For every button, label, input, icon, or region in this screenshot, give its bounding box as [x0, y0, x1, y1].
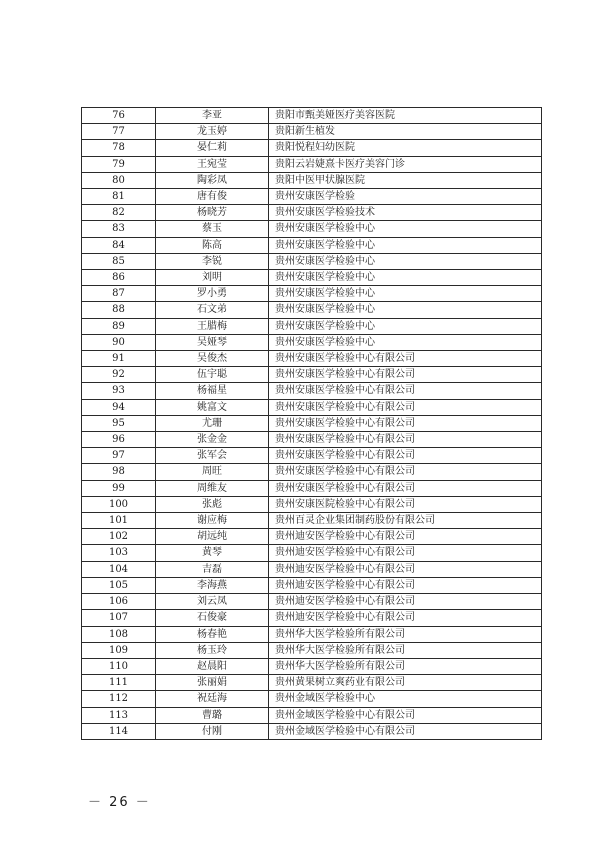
- person-name: 李海燕: [156, 577, 269, 593]
- person-name: 胡远纯: [156, 529, 269, 545]
- table-row: [82, 626, 542, 642]
- table-row: [82, 367, 542, 383]
- organization-name: 贵州安康医学检验中心有限公司: [269, 480, 542, 496]
- row-number: 98: [82, 464, 156, 480]
- person-name: 周旺: [156, 464, 269, 480]
- organization-name: 贵州华大医学检验所有限公司: [269, 626, 542, 642]
- organization-name: 贵州金域医学检验中心: [269, 691, 542, 707]
- table-row: [82, 642, 542, 658]
- person-name: 王宛莹: [156, 156, 269, 172]
- table-row: [82, 189, 542, 205]
- organization-name: 贵州安康医学检验中心: [269, 221, 542, 237]
- person-name: 罗小勇: [156, 286, 269, 302]
- organization-name: 贵州安康医学检验中心有限公司: [269, 464, 542, 480]
- table-row: [82, 172, 542, 188]
- table-row: [82, 691, 542, 707]
- person-name: 张丽娟: [156, 675, 269, 691]
- row-number: 114: [82, 723, 156, 739]
- table-row: [82, 561, 542, 577]
- person-name: 刘明: [156, 270, 269, 286]
- table-row: [82, 237, 542, 253]
- person-name: 李亚: [156, 108, 269, 124]
- row-number: 93: [82, 383, 156, 399]
- table-row: [82, 594, 542, 610]
- organization-name: 贵州安康医学检验中心: [269, 270, 542, 286]
- roster-table-body: [82, 108, 542, 740]
- row-number: 94: [82, 399, 156, 415]
- person-name: 赵晨阳: [156, 658, 269, 674]
- person-name: 张彪: [156, 496, 269, 512]
- row-number: 95: [82, 415, 156, 431]
- person-name: 张军会: [156, 448, 269, 464]
- organization-name: 贵州安康医学检验中心: [269, 286, 542, 302]
- organization-name: 贵州安康医学检验技术: [269, 205, 542, 221]
- row-number: 87: [82, 286, 156, 302]
- person-name: 杨晓芳: [156, 205, 269, 221]
- organization-name: 贵州安康医学检验中心有限公司: [269, 351, 542, 367]
- person-name: 蔡玉: [156, 221, 269, 237]
- person-name: 尤珊: [156, 415, 269, 431]
- person-name: 陶彩凤: [156, 172, 269, 188]
- row-number: 109: [82, 642, 156, 658]
- organization-name: 贵州华大医学检验所有限公司: [269, 642, 542, 658]
- row-number: 81: [82, 189, 156, 205]
- table-row: [82, 415, 542, 431]
- table-row: [82, 545, 542, 561]
- table-row: [82, 480, 542, 496]
- table-row: [82, 399, 542, 415]
- organization-name: 贵州安康医学检验中心: [269, 253, 542, 269]
- row-number: 108: [82, 626, 156, 642]
- person-name: 石文弟: [156, 302, 269, 318]
- table-row: [82, 302, 542, 318]
- person-name: 谢应梅: [156, 513, 269, 529]
- organization-name: 贵阳市甄美娅医疗美容医院: [269, 108, 542, 124]
- organization-name: 贵州安康医学检验中心有限公司: [269, 432, 542, 448]
- organization-name: 贵州安康医学检验中心有限公司: [269, 415, 542, 431]
- table-row: [82, 351, 542, 367]
- person-name: 龙玉婷: [156, 124, 269, 140]
- person-name: 王腊梅: [156, 318, 269, 334]
- person-name: 曹璐: [156, 707, 269, 723]
- person-name: 石俊豪: [156, 610, 269, 626]
- table-row: [82, 707, 542, 723]
- row-number: 106: [82, 594, 156, 610]
- person-name: 周维友: [156, 480, 269, 496]
- organization-name: 贵州百灵企业集团制药股份有限公司: [269, 513, 542, 529]
- table-row: [82, 270, 542, 286]
- row-number: 88: [82, 302, 156, 318]
- organization-name: 贵州金域医学检验中心有限公司: [269, 723, 542, 739]
- person-name: 刘云凤: [156, 594, 269, 610]
- person-name: 吉磊: [156, 561, 269, 577]
- row-number: 103: [82, 545, 156, 561]
- table-row: [82, 140, 542, 156]
- row-number: 84: [82, 237, 156, 253]
- organization-name: 贵州安康医院检验中心有限公司: [269, 496, 542, 512]
- table-row: [82, 318, 542, 334]
- organization-name: 贵州安康医学检验中心: [269, 318, 542, 334]
- row-number: 105: [82, 577, 156, 593]
- row-number: 76: [82, 108, 156, 124]
- row-number: 89: [82, 318, 156, 334]
- roster-table: [81, 107, 542, 740]
- row-number: 99: [82, 480, 156, 496]
- organization-name: 贵州安康医学检验中心: [269, 302, 542, 318]
- row-number: 85: [82, 253, 156, 269]
- table-row: [82, 675, 542, 691]
- table-row: [82, 432, 542, 448]
- organization-name: 贵州安康医学检验中心: [269, 334, 542, 350]
- table-row: [82, 723, 542, 739]
- organization-name: 贵州安康医学检验: [269, 189, 542, 205]
- row-number: 113: [82, 707, 156, 723]
- row-number: 77: [82, 124, 156, 140]
- row-number: 90: [82, 334, 156, 350]
- organization-name: 贵州安康医学检验中心有限公司: [269, 448, 542, 464]
- row-number: 86: [82, 270, 156, 286]
- table-row: [82, 124, 542, 140]
- table-row: [82, 513, 542, 529]
- table-row: [82, 464, 542, 480]
- person-name: 伍宇聪: [156, 367, 269, 383]
- row-number: 82: [82, 205, 156, 221]
- table-row: [82, 156, 542, 172]
- table-row: [82, 529, 542, 545]
- table-row: [82, 658, 542, 674]
- person-name: 吴俊杰: [156, 351, 269, 367]
- table-row: [82, 221, 542, 237]
- organization-name: 贵州安康医学检验中心有限公司: [269, 383, 542, 399]
- person-name: 吴娅琴: [156, 334, 269, 350]
- table-row: [82, 253, 542, 269]
- organization-name: 贵州迪安医学检验中心有限公司: [269, 577, 542, 593]
- organization-name: 贵州安康医学检验中心有限公司: [269, 399, 542, 415]
- row-number: 96: [82, 432, 156, 448]
- table-row: [82, 108, 542, 124]
- person-name: 陈高: [156, 237, 269, 253]
- person-name: 杨福星: [156, 383, 269, 399]
- person-name: 晏仁莉: [156, 140, 269, 156]
- organization-name: 贵州安康医学检验中心: [269, 237, 542, 253]
- organization-name: 贵州金域医学检验中心有限公司: [269, 707, 542, 723]
- row-number: 100: [82, 496, 156, 512]
- table-row: [82, 286, 542, 302]
- row-number: 111: [82, 675, 156, 691]
- row-number: 107: [82, 610, 156, 626]
- row-number: 110: [82, 658, 156, 674]
- organization-name: 贵阳悦程妇幼医院: [269, 140, 542, 156]
- organization-name: 贵阳新生植发: [269, 124, 542, 140]
- row-number: 101: [82, 513, 156, 529]
- organization-name: 贵阳中医甲状腺医院: [269, 172, 542, 188]
- person-name: 李锐: [156, 253, 269, 269]
- person-name: 祝廷海: [156, 691, 269, 707]
- row-number: 83: [82, 221, 156, 237]
- row-number: 97: [82, 448, 156, 464]
- person-name: 杨玉玲: [156, 642, 269, 658]
- table-row: [82, 448, 542, 464]
- row-number: 91: [82, 351, 156, 367]
- person-name: 张金金: [156, 432, 269, 448]
- row-number: 80: [82, 172, 156, 188]
- table-row: [82, 577, 542, 593]
- table-row: [82, 383, 542, 399]
- row-number: 102: [82, 529, 156, 545]
- person-name: 杨春艳: [156, 626, 269, 642]
- table-row: [82, 334, 542, 350]
- row-number: 104: [82, 561, 156, 577]
- table-row: [82, 496, 542, 512]
- person-name: 付刚: [156, 723, 269, 739]
- organization-name: 贵州安康医学检验中心有限公司: [269, 367, 542, 383]
- organization-name: 贵州迪安医学检验中心有限公司: [269, 561, 542, 577]
- organization-name: 贵州迪安医学检验中心有限公司: [269, 545, 542, 561]
- row-number: 78: [82, 140, 156, 156]
- page-number: － 26 －: [88, 795, 151, 810]
- organization-name: 贵阳云岩婕熹卡医疗美容门诊: [269, 156, 542, 172]
- organization-name: 贵州迪安医学检验中心有限公司: [269, 529, 542, 545]
- row-number: 112: [82, 691, 156, 707]
- person-name: 唐有俊: [156, 189, 269, 205]
- organization-name: 贵州华大医学检验所有限公司: [269, 658, 542, 674]
- row-number: 79: [82, 156, 156, 172]
- row-number: 92: [82, 367, 156, 383]
- organization-name: 贵州迪安医学检验中心有限公司: [269, 594, 542, 610]
- organization-name: 贵州黄果树立爽药业有限公司: [269, 675, 542, 691]
- organization-name: 贵州迪安医学检验中心有限公司: [269, 610, 542, 626]
- table-row: [82, 610, 542, 626]
- table-row: [82, 205, 542, 221]
- person-name: 姚富文: [156, 399, 269, 415]
- person-name: 黄琴: [156, 545, 269, 561]
